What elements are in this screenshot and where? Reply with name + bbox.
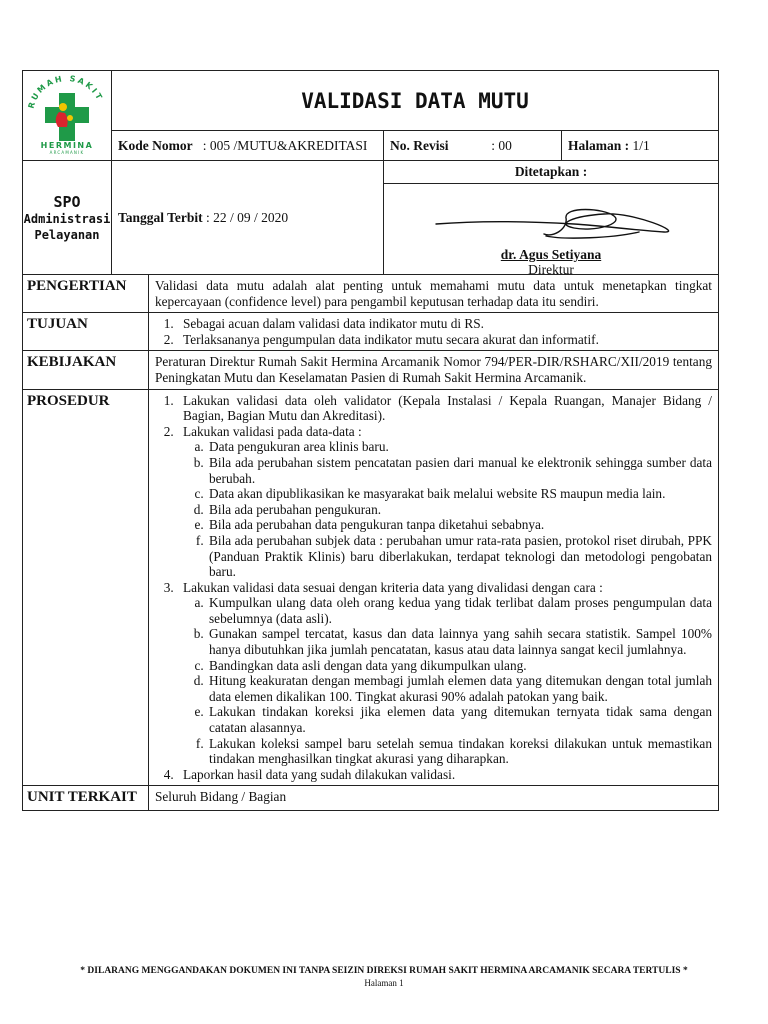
prosedur-step-1: Lakukan validasi data oleh validator (Kepala Instalasi / Kepala Ruangan, Manajer Bidang / Bagian, Bagian Mutu dan Akreditasi). [183, 392, 712, 424]
logo-arc-text: RUMAH SAKIT [26, 73, 105, 110]
tujuan-list [149, 313, 719, 351]
signer-title: Direktur [528, 262, 574, 277]
list-item [177, 424, 712, 580]
tanggal-label: Tanggal Terbit [118, 209, 203, 225]
kode-label: Kode Nomor [118, 137, 193, 153]
list-item: c. Data akan dipublikasikan ke masyarakat baik melalui website RS maupun media lain. [207, 486, 712, 502]
doc-title: VALIDASI DATA MUTU [112, 71, 719, 131]
pengertian-label: PENGERTIAN [23, 275, 149, 313]
signer-name: dr. Agus Setiyana [500, 247, 602, 262]
list-item: a. Data pengukuran area klinis baru. [207, 439, 712, 455]
list-item: 1. Sebagai acuan dalam validasi data indikator mutu di RS. [177, 316, 712, 332]
hospital-logo [23, 71, 112, 161]
logo-name: HERMINA [40, 141, 94, 150]
list-item: b. Gunakan sampel tercatat, kasus dan data lainnya yang sahih secara statistik. Sampel 100% hanya dibutuhkan jika jumlah pencatatan, kasus atau data lainnya sangat kecil jumlahnya. [207, 626, 712, 657]
list-item: e. Bila ada perubahan data pengukuran tanpa diketahui sebabnya. [207, 517, 712, 533]
page-number: Halaman 1 [364, 978, 404, 988]
spo-sub1: Administrasi [23, 211, 111, 226]
halaman-label: Halaman : [568, 137, 630, 153]
footer-notice: * DILARANG MENGGANDAKAN DOKUMEN INI TANPA SEIZIN DIREKSI RUMAH SAKIT HERMINA ARCAMANIK SECARA TERTULIS * [80, 966, 688, 976]
pengertian-text: Validasi data mutu adalah alat penting untuk memahami mutu data untuk menetapkan tingkat kepercayaan (confidence level) para pengambil keputusan terhadap data itu sendiri. [149, 275, 719, 313]
prosedur-label: PROSEDUR [23, 389, 149, 786]
tanggal-terbit [112, 161, 384, 275]
list-item: a. Kumpulkan ulang data oleh orang kedua yang tidak terlibat dalam proses pengumpulan data sebelumnya (data asli). [207, 595, 712, 626]
unit-text: Seluruh Bidang / Bagian [149, 786, 719, 811]
content-table [22, 274, 719, 811]
hermina-logo-icon [23, 71, 111, 155]
revisi-label: No. Revisi [390, 137, 449, 153]
halaman [562, 131, 719, 161]
logo-sub: ARCAMANIK [49, 150, 85, 155]
tujuan-label: TUJUAN [23, 313, 149, 351]
list-item: c. Bandingkan data asli dengan data yang dikumpulkan ulang. [207, 658, 712, 674]
row-unit-terkait [23, 786, 719, 811]
document [22, 70, 718, 811]
header-table [22, 70, 719, 275]
tanggal-value: : 22 / 09 / 2020 [206, 209, 289, 225]
row-pengertian [23, 275, 719, 313]
list-item [177, 393, 712, 424]
row-prosedur [23, 389, 719, 786]
row-tujuan [23, 313, 719, 351]
spo-label: SPO [53, 192, 81, 211]
kebijakan-label: KEBIJAKAN [23, 351, 149, 389]
signature-icon [384, 188, 719, 248]
prosedur-step-3: Lakukan validasi data sesuai dengan kriteria data yang divalidasi dengan cara : [183, 579, 603, 595]
list-item: d. Hitung keakuratan dengan membagi jumlah elemen data yang ditemukan dengan total jumlah data elemen dikalikan 100. Tingkat akurasi 90% adalah patokan yang baik. [207, 673, 712, 704]
revisi-value: : 00 [491, 137, 512, 153]
row-kebijakan [23, 351, 719, 389]
kode-nomor [112, 131, 384, 161]
list-item: b. Bila ada perubahan sistem pencatatan pasien dari manual ke elektronik sehingga sumber data berubah. [207, 455, 712, 486]
kebijakan-text: Peraturan Direktur Rumah Sakit Hermina Arcamanik Nomor 794/PER-DIR/RSHARC/XII/2019 tentang Peningkatan Mutu dan Keselamatan Pasien di Rumah Sakit Hermina Arcamanik. [149, 351, 719, 389]
list-item: 2. Terlaksananya pengumpulan data indikator mutu secara akurat dan informatif. [177, 332, 712, 348]
prosedur-step-4: Laporkan hasil data yang sudah dilakukan validasi. [183, 766, 456, 782]
kode-value: : 005 /MUTU&AKREDITASI [202, 137, 368, 153]
list-item: f. Lakukan koleksi sampel baru setelah semua tindakan koreksi dilakukan untuk memastikan tindakan menghasilkan tingkat akurasi yang diharapkan. [207, 736, 712, 767]
list-item [177, 767, 712, 783]
ditetapkan-label: Ditetapkan : [384, 161, 719, 184]
list-item: f. Bila ada perubahan subjek data : perubahan umur rata-rata pasien, protokol riset dirubah, PPK (Panduan Praktik Klinis) baru diberlakukan, terdapat teknologi dan metodologi pengobatan baru. [207, 533, 712, 580]
prosedur-step-2: Lakukan validasi pada data-data : [183, 423, 362, 439]
list-item: d. Bila ada perubahan pengukuran. [207, 502, 712, 518]
no-revisi [384, 131, 562, 161]
signature-block [384, 184, 719, 275]
spo-sub2: Pelayanan [34, 227, 100, 242]
list-item [177, 580, 712, 767]
spo-block [23, 161, 112, 275]
list-item: e. Lakukan tindakan koreksi jika elemen data yang ditemukan ternyata tidak sama dengan catatan alasannya. [207, 704, 712, 735]
prosedur-list [149, 389, 719, 786]
unit-label: UNIT TERKAIT [23, 786, 149, 811]
halaman-value: 1/1 [632, 137, 650, 153]
